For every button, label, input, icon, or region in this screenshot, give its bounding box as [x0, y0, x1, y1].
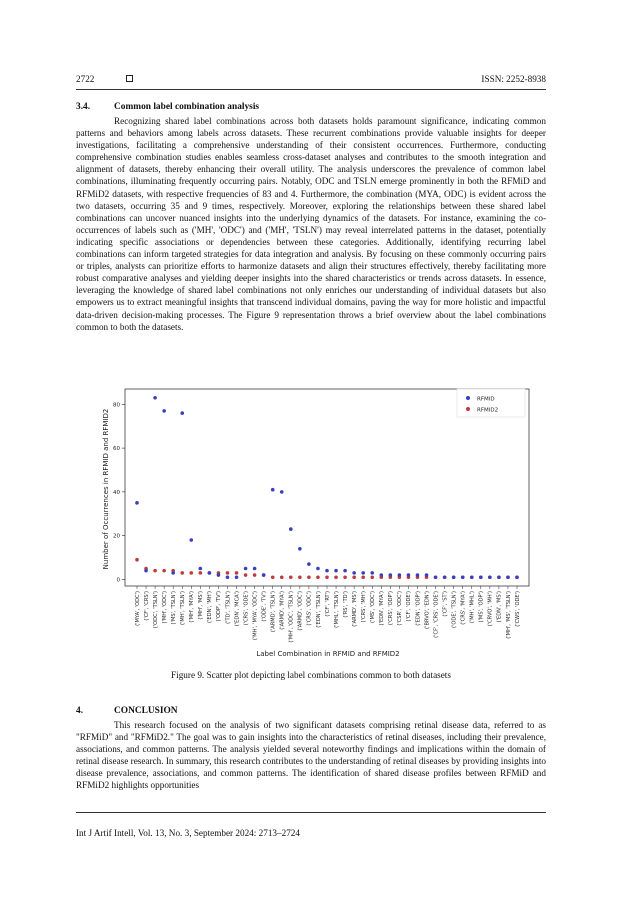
point-rfmid [226, 575, 230, 579]
x-tick-label: ('EDN', 'TSLN') [315, 591, 322, 628]
point-rfmid2 [298, 575, 302, 579]
body-paragraph: Recognizing shared label combinations across both datasets holds paramount significance, indicating common patterns and behaviors among labels across datasets. These recurrent combinations provide valuable insights for deeper investigations, facilitating a comprehensive understanding of their consistent occurrences. Furthermore, conducting comprehensive combination studies enables seamless cross-dataset analyses and contributes to the smooth integration and alignment of datasets, thereby enhancing their overall utility. The analysis underscores the prevalence of common label combinations, illuminating frequently occurring pairs. Notably, ODC and TSLN emerge prominently in both the RFMiD and RFMiD2 datasets, with respective frequencies of 83 and 4. Furthermore, the combination (MYA, ODC) is evident across the two datasets, occurring 35 and 9 times, respectively. Moreover, exploring the relationships between these shared label combinations can uncover nuanced insights into the underlying dynamics of the datasets. For instance, examining the co-occurrences of labels such as ('MH', 'ODC') and ('MH', 'TSLN') may reveal interrelated patterns in the dataset, potentially indicating specific associations or dependencies between these categories. Additionally, identifying recurring label combinations can inform targeted strategies for data integration and analysis. By focusing on these commonly occurring pairs or triples, analysts can prioritize efforts to harmonize datasets and align their structures effectively, thereby facilitating more robust comparative analyses and yielding deeper insights into the shared characteristics or trends across datasets. In essence, leveraging the knowledge of shared label combinations not only enriches our understanding of individual datasets but also empowers us to extract meaningful insights that transcend individual domains, paving the way for more holistic and impactful data-driven decision-making processes. The Figure 9 representation throws a brief overview about the label combinations common to both the datasets. [76, 116, 546, 332]
point-rfmid [135, 501, 139, 505]
point-rfmid [352, 571, 356, 575]
x-tick-label: ('ODP', 'TV') [216, 591, 223, 622]
x-tick-label: ('EDN', 'MYA') [379, 591, 386, 626]
x-tick-label: ('CRS', 'ODC') [306, 591, 313, 626]
point-rfmid2 [244, 573, 248, 577]
y-tick-label: 40 [113, 489, 120, 496]
x-tick-label: ('MHL', 'TSLN') [333, 591, 340, 628]
y-tick-label: 20 [113, 533, 120, 540]
point-rfmid [470, 575, 474, 579]
point-rfmid2 [162, 569, 166, 573]
section-title: CONCLUSION [114, 706, 178, 716]
scatter-chart [95, 386, 535, 664]
y-tick-label: 80 [113, 402, 120, 409]
x-tick-label: ('ODC', 'TSLN') [152, 591, 159, 629]
issn: ISSN: 2252-8938 [481, 74, 546, 84]
x-tick-label: ('CF', 'CRS') [143, 591, 150, 621]
point-rfmid2 [253, 573, 257, 577]
legend-marker-rfmid2 [466, 407, 470, 411]
x-tick-label: ('EDN', 'MH') [207, 591, 214, 623]
point-rfmid2 [289, 575, 293, 579]
point-rfmid [497, 575, 501, 579]
point-rfmid2 [280, 575, 284, 579]
point-rfmid [217, 573, 221, 577]
point-rfmid2 [316, 575, 320, 579]
header-rule [76, 89, 546, 90]
y-axis-label: Number of Occurrences in RFMID and RFMID2 [102, 408, 110, 570]
x-tick-label: ('CRS', 'MYA') [460, 591, 467, 625]
square-icon [126, 75, 133, 82]
point-rfmid [398, 573, 402, 577]
point-rfmid2 [343, 575, 347, 579]
x-tick-label: ('MH', 'TSLN') [180, 591, 187, 626]
point-rfmid [407, 573, 411, 577]
point-rfmid [416, 573, 420, 577]
x-tick-label: ('MYA', 'ODC') [134, 591, 141, 626]
point-rfmid [461, 575, 465, 579]
x-tick-label: ('CF', 'ST') [442, 591, 449, 617]
point-rfmid [515, 575, 519, 579]
legend-label-rfmid: RFMID [477, 396, 495, 403]
x-tick-label: ('CF', 'CRS', 'ODE') [433, 591, 440, 638]
x-axis-label: Label Combination in RFMID and RFMID2 [256, 650, 400, 658]
point-rfmid2 [189, 571, 193, 575]
journal-footer: Int J Artif Intell, Vol. 13, No. 3, September 2024: 2713–2724 [76, 828, 300, 838]
figure-caption: Figure 9. Scatter plot depicting label combinations common to both datasets [171, 670, 451, 680]
section-heading [76, 706, 178, 716]
x-tick-label: ('ARMD', 'ODC') [297, 591, 304, 631]
point-rfmid [443, 575, 447, 579]
point-rfmid [189, 538, 193, 542]
point-rfmid [425, 573, 429, 577]
section-number: 3.4. [76, 102, 91, 112]
x-tick-label: ('ODE', 'TV') [261, 591, 268, 622]
x-tick-label: ('MH', 'MHL') [469, 591, 476, 624]
point-rfmid [370, 571, 374, 575]
point-rfmid2 [135, 558, 139, 562]
x-tick-label: ('CRS', 'MH') [360, 591, 367, 623]
x-tick-label: ('MH', 'MYA', 'ODC') [252, 591, 259, 641]
point-rfmid [343, 569, 347, 573]
x-tick-label: ('BRVO', 'EDN') [424, 591, 431, 629]
point-rfmid [180, 411, 184, 415]
point-rfmid [316, 567, 320, 571]
point-rfmid [199, 567, 203, 571]
point-rfmid [262, 573, 266, 577]
point-rfmid [208, 571, 212, 575]
point-rfmid [162, 409, 166, 413]
x-tick-label: ('RS', 'TD') [342, 591, 349, 618]
x-tick-label: ('CSR', 'ODC') [397, 591, 404, 626]
y-ticks [113, 402, 125, 583]
point-rfmid [434, 575, 438, 579]
point-rfmid [298, 547, 302, 551]
y-tick-label: 0 [116, 577, 120, 584]
point-rfmid2 [352, 575, 356, 579]
point-rfmid [244, 567, 248, 571]
x-tick-label: ('EDN', 'ODP') [415, 591, 422, 626]
x-tick-label: ('MS', 'ODC') [370, 591, 377, 623]
section-number: 4. [76, 706, 84, 716]
x-tick-label: ('CF', 'RT') [324, 591, 331, 617]
point-rfmid [361, 571, 365, 575]
x-tick-label: ('ODE', 'TSLN') [451, 591, 458, 628]
legend-label-rfmid2: RFMID2 [477, 407, 499, 414]
body-paragraph: This research focused on the analysis of two significant datasets comprising retinal disease data, referred to as "RFMiD" and "RFMiD2." The goal was to gain insights into the characteristics of retinal diseases, including their prevalence, associations, and common patterns. The analysis yielded several noteworthy findings and implications within the domain of retinal disease research. In summary, this research contributes to the understanding of retinal diseases by providing insights into disease prevalence, associations, and common patterns. The identification of shared disease profiles between RFMiD and RFMiD2 highlights opportunities [76, 720, 546, 791]
series-rfmid [135, 396, 519, 579]
point-rfmid [289, 527, 293, 531]
point-rfmid [452, 575, 456, 579]
footer-rule [76, 812, 546, 813]
point-rfmid2 [271, 575, 275, 579]
x-tick-label: ('TD', 'TSLN') [225, 591, 232, 624]
plot-frame [125, 389, 529, 586]
x-tick-labels [135, 586, 521, 643]
point-rfmid [171, 571, 175, 575]
point-rfmid2 [153, 569, 157, 573]
x-tick-label: ('CRVO', 'MH') [487, 591, 494, 627]
point-rfmid [334, 569, 338, 573]
x-tick-label: ('EDN', 'MS') [496, 591, 503, 623]
x-tick-label: ('MS', 'TSLN') [170, 591, 177, 625]
y-tick-label: 60 [113, 446, 120, 453]
point-rfmid2 [226, 571, 230, 575]
section-title: Common label combination analysis [114, 102, 260, 112]
x-tick-label: ('ARMD', 'MS') [351, 591, 358, 627]
point-rfmid [144, 569, 148, 573]
x-tick-label: ('ARMD', 'TSLN') [270, 591, 277, 633]
point-rfmid [479, 575, 483, 579]
chart-axes [125, 389, 529, 586]
x-tick-label: ('MH', 'MYA') [189, 591, 196, 623]
section-heading [76, 102, 259, 112]
legend [457, 389, 525, 417]
x-tick-label: ('MS', 'ODP') [478, 591, 485, 623]
x-tick-label: ('ARMD', 'MYA') [279, 591, 286, 630]
page-header [76, 74, 546, 88]
legend-marker-rfmid [466, 396, 470, 400]
x-tick-label: ('CF', 'ODE') [406, 591, 413, 622]
x-tick-label: ('MH', 'MS', 'TSLN') [505, 591, 512, 639]
point-rfmid [506, 575, 510, 579]
point-rfmid [235, 575, 239, 579]
point-rfmid2 [334, 575, 338, 579]
x-tick-label: ('CWS', 'ODE') [514, 591, 521, 627]
point-rfmid [325, 569, 329, 573]
x-tick-label: ('CRS', 'ODE') [243, 591, 250, 626]
point-rfmid2 [199, 571, 203, 575]
point-rfmid [307, 562, 311, 566]
page-number: 2722 [76, 74, 95, 84]
point-rfmid2 [361, 575, 365, 579]
point-rfmid [488, 575, 492, 579]
x-tick-label: ('MH', 'ODC') [161, 591, 168, 624]
point-rfmid2 [325, 575, 329, 579]
point-rfmid2 [307, 575, 311, 579]
point-rfmid [379, 573, 383, 577]
point-rfmid [253, 567, 257, 571]
x-tick-label: ('MH', 'ODC', 'TSLN') [288, 591, 295, 643]
point-rfmid [389, 573, 393, 577]
point-rfmid [153, 396, 157, 400]
x-tick-label: ('EDN', 'MCA') [234, 591, 241, 627]
x-tick-label: ('CRS', 'ODP') [388, 591, 395, 626]
series-rfmid2 [135, 558, 519, 579]
point-rfmid2 [180, 571, 184, 575]
point-rfmid2 [370, 575, 374, 579]
point-rfmid [280, 490, 284, 494]
x-tick-label: ('MH', 'MS') [198, 591, 205, 620]
point-rfmid [271, 488, 275, 492]
point-rfmid2 [235, 571, 239, 575]
